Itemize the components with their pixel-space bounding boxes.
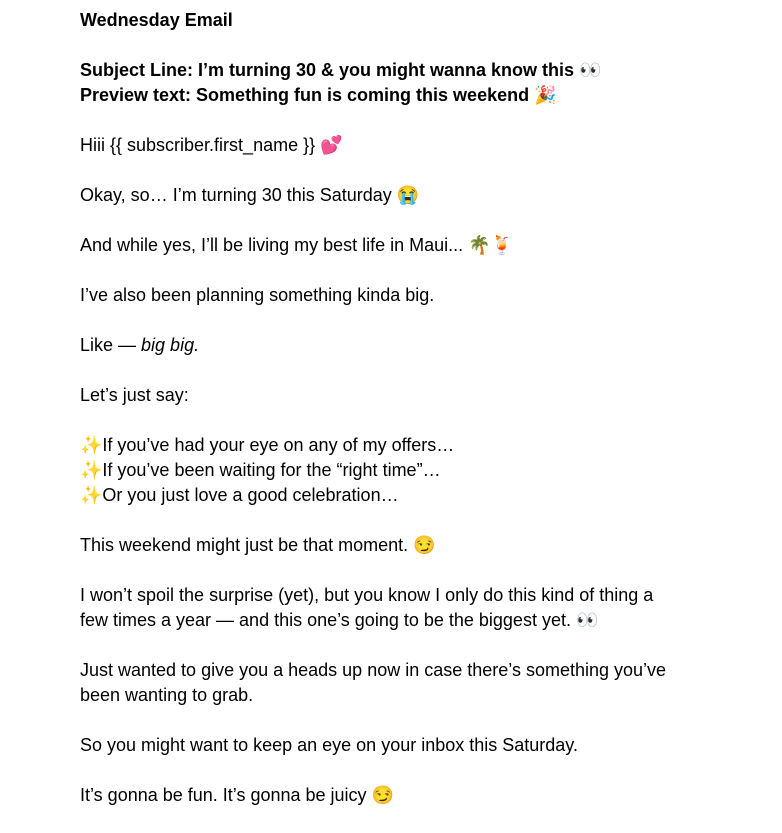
preview-text: Preview text: Something fun is coming this weekend 🎉 [80, 85, 557, 105]
greeting: Hiii {{ subscriber.first_name }} 💕 [80, 135, 343, 155]
surprise-line-2: few times a year — and this one’s going to be the biggest yet. 👀 [80, 610, 599, 630]
paragraph-planning: I’ve also been planning something kinda big. [80, 285, 435, 305]
bullet-item: ✨Or you just love a good celebration… [80, 485, 399, 505]
email-document [80, 8, 720, 833]
big-big-emphasis: big big. [141, 335, 200, 355]
paragraph-surprise [80, 583, 720, 633]
subject-block [80, 58, 720, 108]
paragraph-inbox: So you might want to keep an eye on your inbox this Saturday. [80, 735, 578, 755]
paragraph-maui: And while yes, I’ll be living my best life in Maui... 🌴🍹 [80, 235, 513, 255]
paragraph-lets-say: Let’s just say: [80, 385, 189, 405]
bullet-list [80, 433, 720, 508]
subject-line: Subject Line: I’m turning 30 & you might wanna know this 👀 [80, 60, 602, 80]
paragraph-juicy: It’s gonna be fun. It’s gonna be juicy 😏 [80, 785, 394, 805]
bullet-item: ✨If you’ve had your eye on any of my offers… [80, 435, 455, 455]
paragraph-big-big [80, 333, 720, 358]
paragraph-30-saturday: Okay, so… I’m turning 30 this Saturday 😭 [80, 185, 420, 205]
document-title: Wednesday Email [80, 10, 233, 30]
big-big-prefix: Like — [80, 335, 142, 355]
surprise-line-1: I won’t spoil the surprise (yet), but you know I only do this kind of thing a [80, 585, 654, 605]
bullet-item: ✨If you’ve been waiting for the “right time”… [80, 460, 441, 480]
paragraph-heads-up [80, 658, 720, 708]
paragraph-moment: This weekend might just be that moment. 😏 [80, 535, 436, 555]
heads-up-line-1: Just wanted to give you a heads up now in case there’s something you’ve [80, 660, 667, 680]
heads-up-line-2: been wanting to grab. [80, 685, 254, 705]
